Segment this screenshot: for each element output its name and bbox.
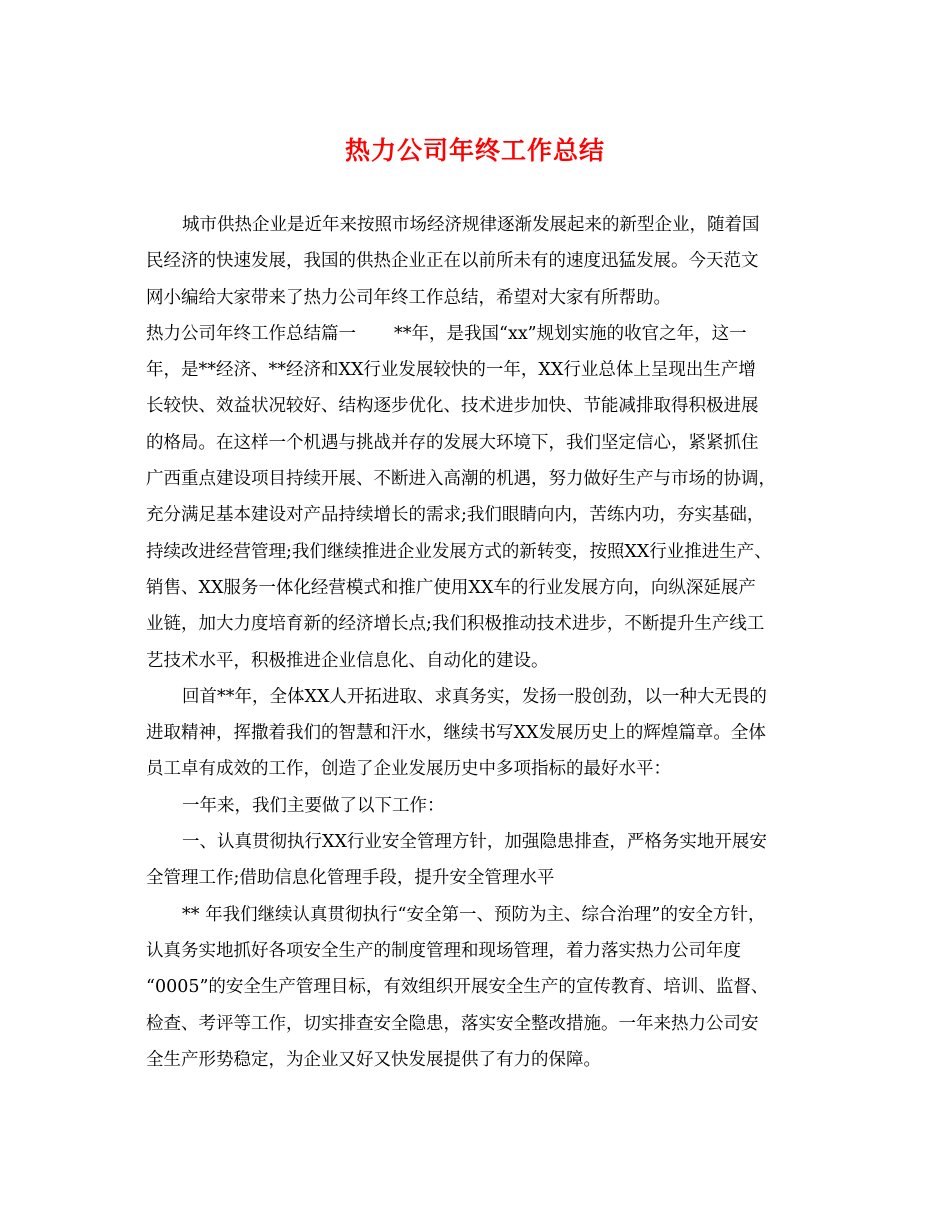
text-line: 全管理工作;借助信息化管理手段，提升安全管理水平: [146, 868, 555, 889]
text-line: 艺技术水平，积极推进企业信息化、自动化的建设。: [146, 650, 549, 671]
document-title: 热力公司年终工作总结: [344, 136, 605, 165]
text-line: 民经济的快速发展，我国的供热企业正在以前所未有的速度迅猛发展。今天范文: [146, 251, 759, 272]
text-line: 全生产形势稳定，为企业又好又快发展提供了有力的保障。: [146, 1049, 601, 1070]
text-line: 持续改进经营管理;我们继续推进企业发展方式的新转变，按照XX行业推进生产、: [146, 541, 772, 562]
text-line: 员工卓有成效的工作，创造了企业发展历史中多项指标的最好水平：: [146, 759, 671, 780]
text-line: 销售、XX服务一体化经营模式和推广使用XX车的行业发展方向，向纵深延展产: [146, 577, 756, 598]
section-heading: 热力公司年终工作总结篇一: [146, 323, 356, 344]
text-line: 年，是**经济、**经济和XX行业发展较快的一年，XX行业总体上呈现出生产增: [146, 360, 756, 381]
text-line: 业链，加大力度培育新的经济增长点;我们积极推动技术进步，不断提升生产线工: [146, 614, 765, 635]
document-body: [146, 207, 816, 1078]
text-line: 检查、考评等工作，切实排查安全隐患，落实安全整改措施。一年来热力公司安: [146, 1013, 759, 1034]
text-line: 广西重点建设项目持续开展、不断进入高潮的机遇，努力做好生产与市场的协调，: [146, 469, 776, 490]
text-line: 回首**年，全体XX人开拓进取、求真务实，发扬一股创劲，以一种大无畏的: [182, 686, 767, 707]
text-line: 网小编给大家带来了热力公司年终工作总结，希望对大家有所帮助。: [146, 287, 671, 308]
text-line: 城市供热企业是近年来按照市场经济规律逐渐发展起来的新型企业，随着国: [182, 215, 760, 235]
text-segment: **年，是我国“xx”规划实施的收官之年，这一: [394, 323, 747, 344]
text-line-with-heading: [146, 316, 816, 352]
text-line: 认真务实地抓好各项安全生产的制度管理和现场管理，着力落实热力公司年度: [146, 940, 741, 961]
text-line: 充分满足基本建设对产品持续增长的需求;我们眼睛向内，苦练内功，夯实基础，: [146, 505, 765, 526]
text-line: ** 年我们继续认真贯彻执行“安全第一、预防为主、综合治理”的安全方针，: [182, 904, 766, 925]
text-line: “0005”的安全生产管理目标，有效组织开展安全生产的宣传教育、培训、监督、: [146, 977, 769, 998]
text-line: 的格局。在这样一个机遇与挑战并存的发展大环境下，我们坚定信心，紧紧抓住: [146, 432, 759, 453]
text-line: 进取精神，挥撒着我们的智慧和汗水，继续书写XX发展历史上的辉煌篇章。全体: [146, 723, 766, 744]
text-line: 一年来，我们主要做了以下工作：: [182, 795, 445, 816]
text-line: 长较快、效益状况较好、结构逐步优化、技术进步加快、节能减排取得积极进展: [146, 396, 759, 417]
text-line: 一、认真贯彻执行XX行业安全管理方针，加强隐患排查，严格务实地开展安: [182, 832, 767, 853]
